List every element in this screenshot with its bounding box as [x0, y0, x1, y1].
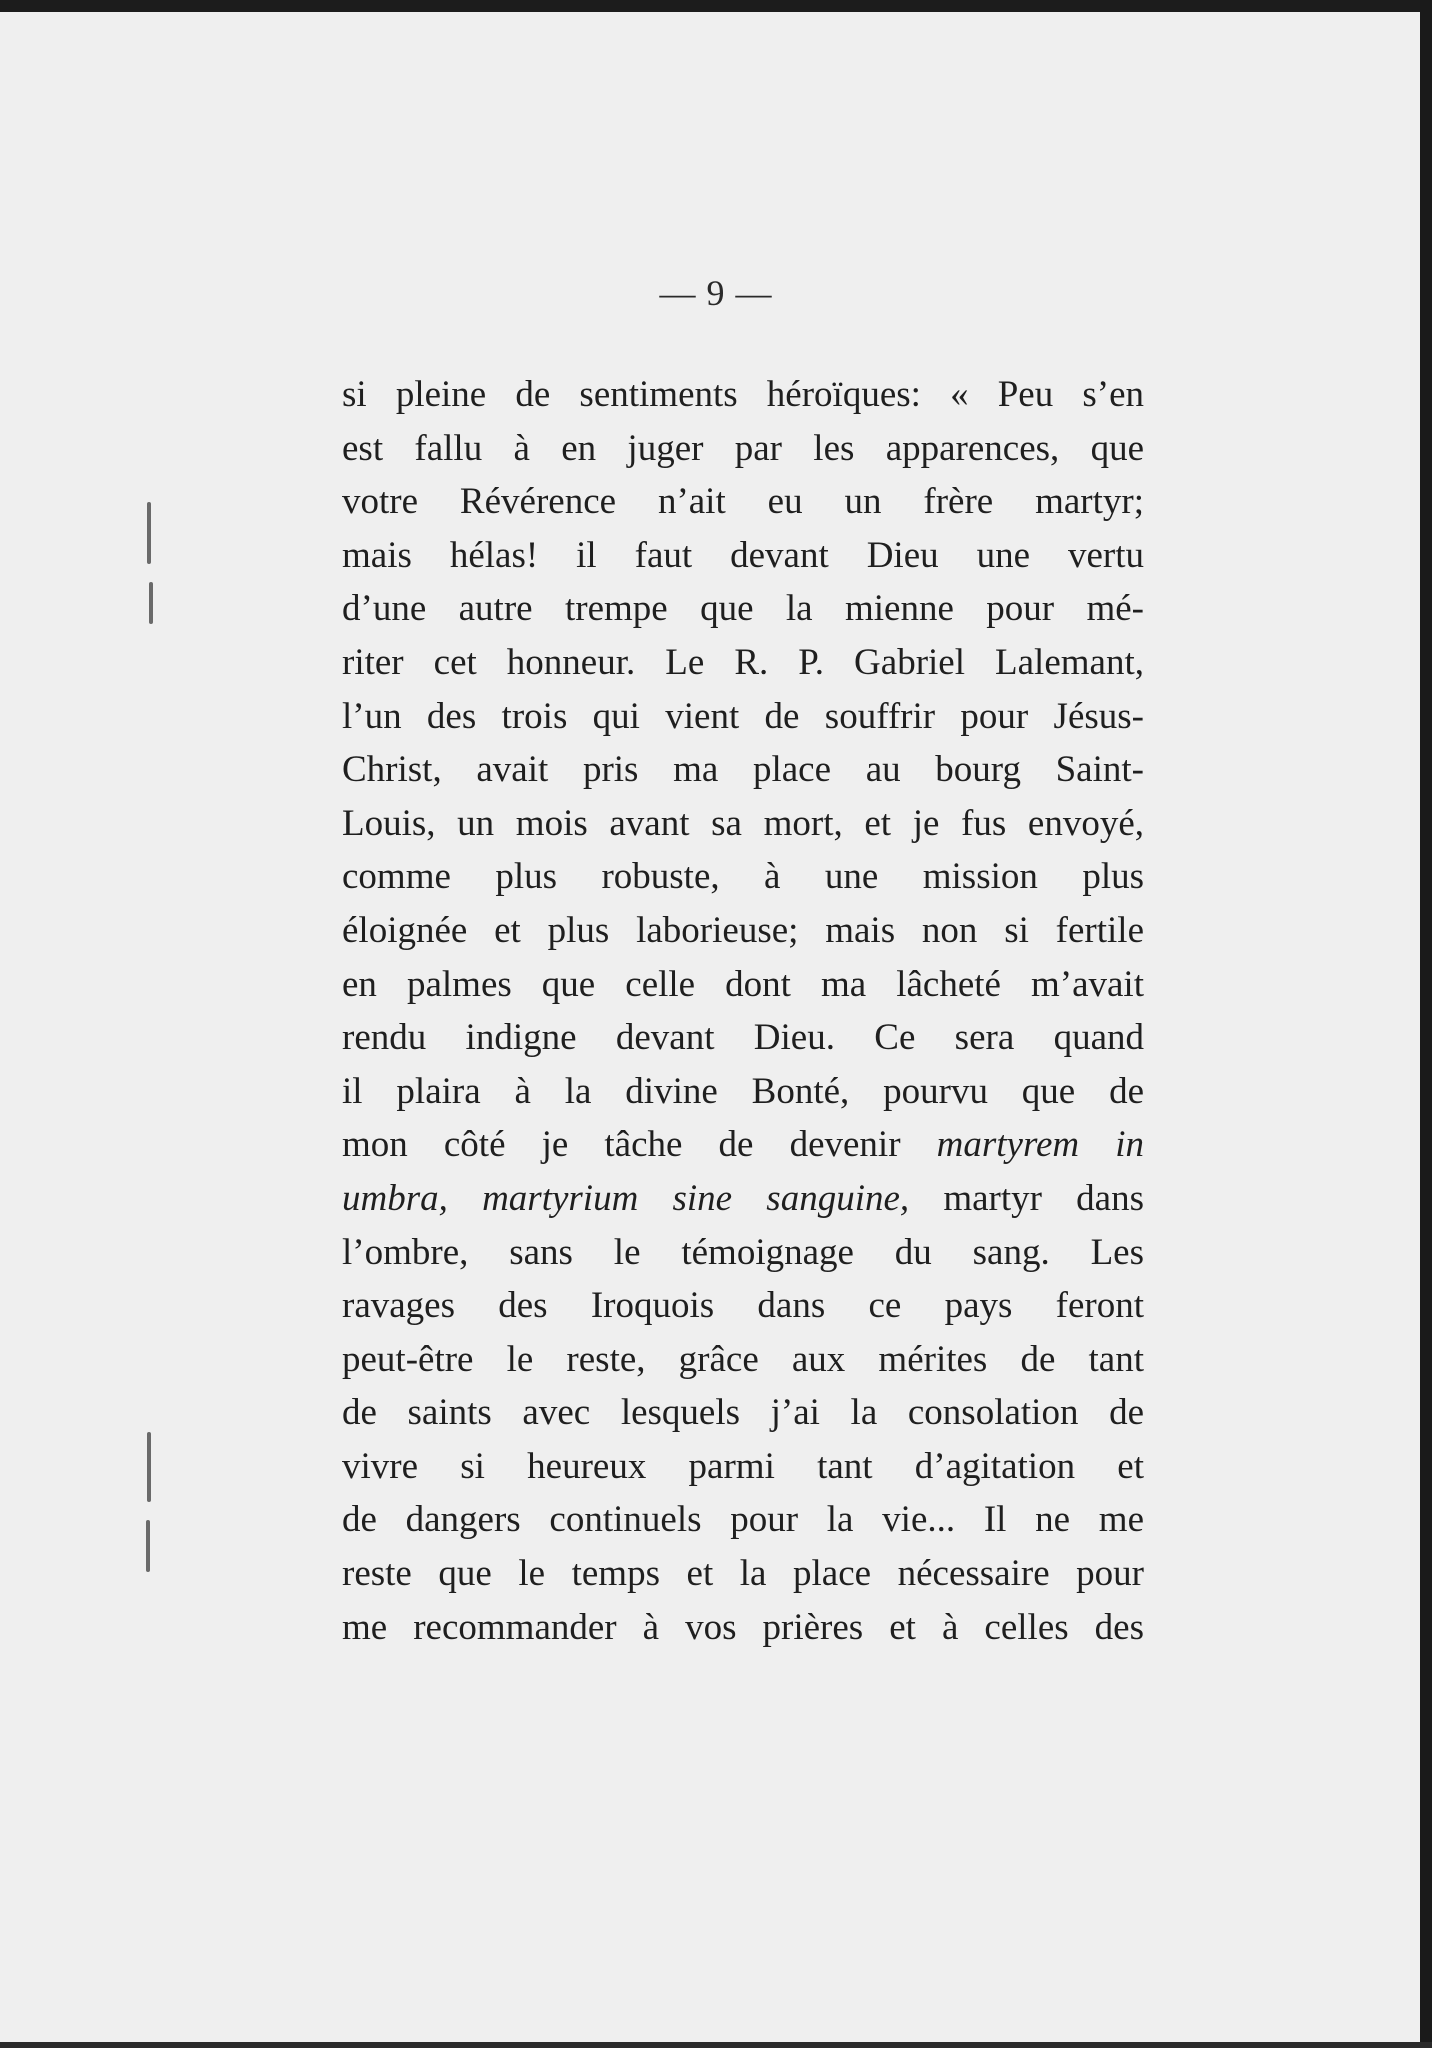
- text-line: ravages des Iroquois dans ce pays feront: [342, 1285, 1144, 1327]
- text-line: mais hélas! il faut devant Dieu une vertu: [342, 534, 1144, 576]
- binding-mark: [147, 502, 151, 564]
- text-line: éloignée et plus laborieuse; mais non si fertile: [342, 909, 1144, 951]
- text-line: si pleine de sentiments héroïques: « Peu s’en: [342, 374, 1144, 415]
- text-line: l’ombre, sans le témoignage du sang. Les: [342, 1231, 1144, 1273]
- page-edge-shadow: [1420, 0, 1432, 2048]
- page-edge-shadow: [0, 2042, 1432, 2048]
- text-line: l’un des trois qui vient de souffrir pour Jésus-: [342, 695, 1144, 737]
- text-line: [342, 1118, 1144, 1172]
- binding-mark: [147, 1432, 151, 1502]
- text-line: il plaira à la divine Bonté, pourvu que de: [342, 1070, 1144, 1112]
- text-line: votre Révérence n’ait eu un frère martyr;: [342, 481, 1144, 523]
- page-number: — 9 —: [659, 273, 773, 313]
- text-line: Christ, avait pris ma place au bourg Saint-: [342, 749, 1144, 791]
- text-line: [342, 1172, 1144, 1226]
- text-run: mon côté je tâche de devenir: [342, 1124, 937, 1166]
- text-line: riter cet honneur. Le R. P. Gabriel Lalemant,: [342, 641, 1144, 683]
- text-line: comme plus robuste, à une mission plus: [342, 856, 1144, 898]
- text-line: d’une autre trempe que la mienne pour mé-: [342, 588, 1144, 630]
- text-run: martyr dans: [909, 1177, 1145, 1219]
- text-line: vivre si heureux parmi tant d’agitation et: [342, 1445, 1144, 1487]
- italic-phrase: umbra, martyrium sine sanguine,: [342, 1177, 910, 1219]
- binding-mark: [149, 582, 153, 624]
- text-line: en palmes que celle dont ma lâcheté m’avait: [342, 963, 1144, 1005]
- text-line: Louis, un mois avant sa mort, et je fus envoyé,: [342, 802, 1144, 844]
- text-line: peut-être le reste, grâce aux mérites de tant: [342, 1338, 1144, 1380]
- text-line: me recommander à vos prières et à celles des: [342, 1606, 1144, 1648]
- text-line: de saints avec lesquels j’ai la consolation de: [342, 1392, 1144, 1434]
- body-text: [342, 368, 1144, 1654]
- text-line: reste que le temps et la place nécessaire pour: [342, 1553, 1144, 1595]
- italic-phrase: martyrem in: [936, 1124, 1144, 1166]
- text-line: rendu indigne devant Dieu. Ce sera quand: [342, 1017, 1144, 1059]
- text-line: est fallu à en juger par les apparences, que: [342, 427, 1144, 469]
- text-line: de dangers continuels pour la vie... Il ne me: [342, 1499, 1144, 1541]
- binding-mark: [146, 1520, 150, 1572]
